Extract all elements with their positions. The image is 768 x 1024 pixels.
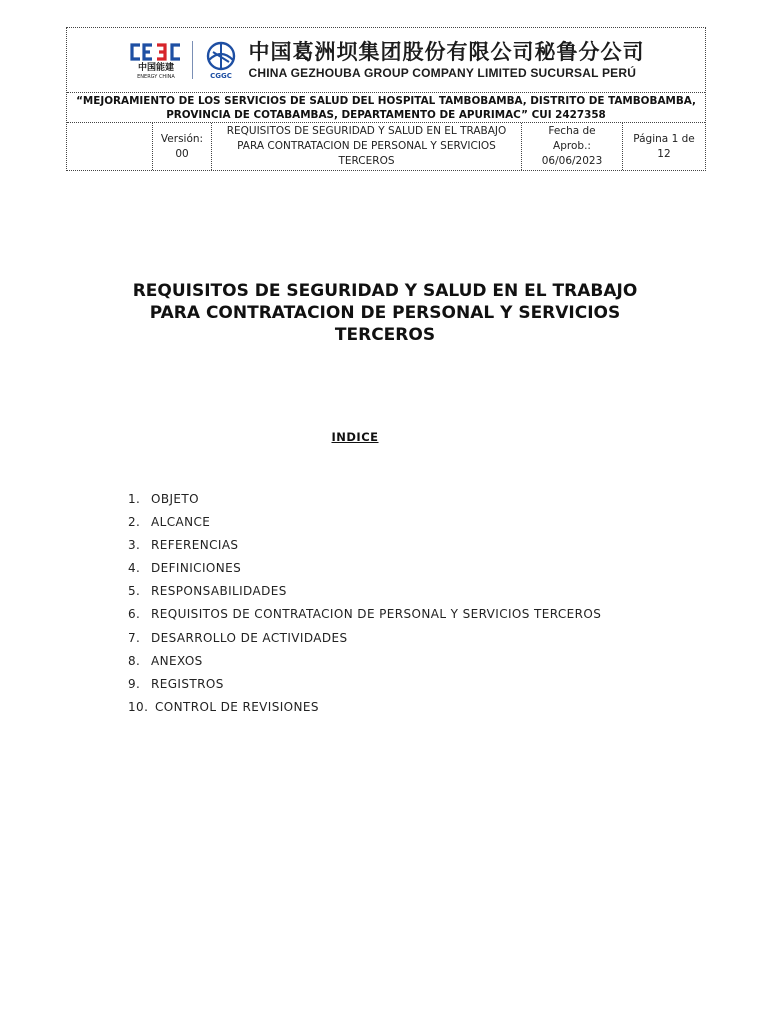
toc-item-number: 3. bbox=[128, 538, 141, 553]
company-name-cn: 中国葛洲坝集团股份有限公司秘鲁分公司 bbox=[248, 39, 645, 64]
toc-item-label: OBJETO bbox=[151, 492, 199, 506]
project-title-line-1: “MEJORAMIENTO DE LOS SERVICIOS DE SALUD DEL HOSPITAL TAMBOBAMBA, DISTRITO DE TAMBOBAMBA, bbox=[76, 95, 696, 107]
toc-item-number: 9. bbox=[128, 676, 141, 691]
toc-item bbox=[128, 606, 601, 629]
toc-item bbox=[128, 560, 601, 583]
svg-text:CGGC: CGGC bbox=[209, 72, 232, 80]
company-name-en: CHINA GEZHOUBA GROUP COMPANY LIMITED SUCURSAL PERÚ bbox=[248, 65, 637, 80]
toc-item-number: 7. bbox=[128, 630, 141, 645]
toc-item-label: CONTROL DE REVISIONES bbox=[155, 699, 319, 714]
document-title-line-2: PARA CONTRATACION DE PERSONAL Y SERVICIOS bbox=[149, 303, 621, 323]
toc-item bbox=[128, 630, 601, 653]
toc-item bbox=[128, 653, 601, 676]
toc-item-label: DESARROLLO DE ACTIVIDADES bbox=[151, 630, 348, 645]
toc-item-label: REQUISITOS DE CONTRATACION DE PERSONAL Y SERVICIOS TERCEROS bbox=[151, 607, 602, 622]
approval-date-label-2: Aprob.: bbox=[553, 140, 591, 152]
toc-item-label: DEFINICIONES bbox=[151, 561, 242, 576]
project-title-line-2: PROVINCIA DE COTABAMBAS, DEPARTAMENTO DE APURIMAC” CUI 2427358 bbox=[166, 109, 606, 121]
approval-date-cell bbox=[522, 123, 623, 170]
toc-item-number: 6. bbox=[128, 607, 141, 622]
energy-china-logo bbox=[128, 40, 184, 80]
toc-item-number: 4. bbox=[128, 561, 141, 576]
project-title bbox=[67, 93, 705, 123]
document-title bbox=[100, 280, 670, 346]
document-title-line-1: REQUISITOS DE SEGURIDAD Y SALUD EN EL TRABAJO bbox=[132, 281, 638, 301]
toc-item-number: 1. bbox=[128, 492, 141, 506]
toc-item-number: 5. bbox=[128, 584, 141, 599]
page-number-line-2: 12 bbox=[657, 147, 671, 160]
version-label: Versión: bbox=[160, 132, 204, 145]
approval-date-label-1: Fecha de bbox=[548, 125, 596, 137]
toc-item bbox=[128, 491, 601, 514]
document-title-line-3: TERCEROS bbox=[334, 325, 436, 345]
toc-item-label: REFERENCIAS bbox=[151, 538, 239, 553]
approval-date-value: 06/06/2023 bbox=[541, 155, 603, 167]
logo-separator bbox=[192, 41, 193, 79]
toc-item bbox=[128, 583, 601, 606]
toc-item bbox=[128, 699, 601, 722]
doc-title-cell: REQUISITOS DE SEGURIDAD Y SALUD EN EL TRABAJO PARA CONTRATACION DE PERSONAL Y SERVICIOS TERCEROS bbox=[212, 123, 522, 170]
page-number-line-1: Página 1 de bbox=[633, 132, 695, 145]
document-control-row bbox=[67, 123, 705, 170]
index-heading: INDICE bbox=[331, 430, 379, 444]
toc-item-label: REGISTROS bbox=[151, 676, 224, 691]
toc-item-number: 8. bbox=[128, 653, 141, 668]
toc-item-label: ANEXOS bbox=[151, 653, 203, 668]
toc-item-label: ALCANCE bbox=[151, 515, 211, 530]
svg-text:ENERGY CHINA: ENERGY CHINA bbox=[136, 74, 175, 80]
page-number-cell bbox=[623, 123, 705, 170]
table-of-contents bbox=[128, 491, 601, 722]
toc-item-number: 2. bbox=[128, 515, 141, 530]
svg-text:中国能建: 中国能建 bbox=[137, 63, 174, 73]
toc-item bbox=[128, 514, 601, 537]
cggc-logo bbox=[201, 40, 241, 80]
toc-item-label: RESPONSABILIDADES bbox=[151, 584, 287, 599]
toc-item bbox=[128, 537, 601, 560]
header-logo-row bbox=[67, 28, 705, 93]
blank-cell bbox=[67, 123, 153, 170]
version-cell bbox=[153, 123, 212, 170]
toc-item bbox=[128, 676, 601, 699]
version-value: 00 bbox=[175, 147, 189, 160]
company-name-block bbox=[249, 41, 645, 80]
document-header-table bbox=[66, 27, 706, 171]
toc-item-number: 10. bbox=[128, 699, 149, 714]
